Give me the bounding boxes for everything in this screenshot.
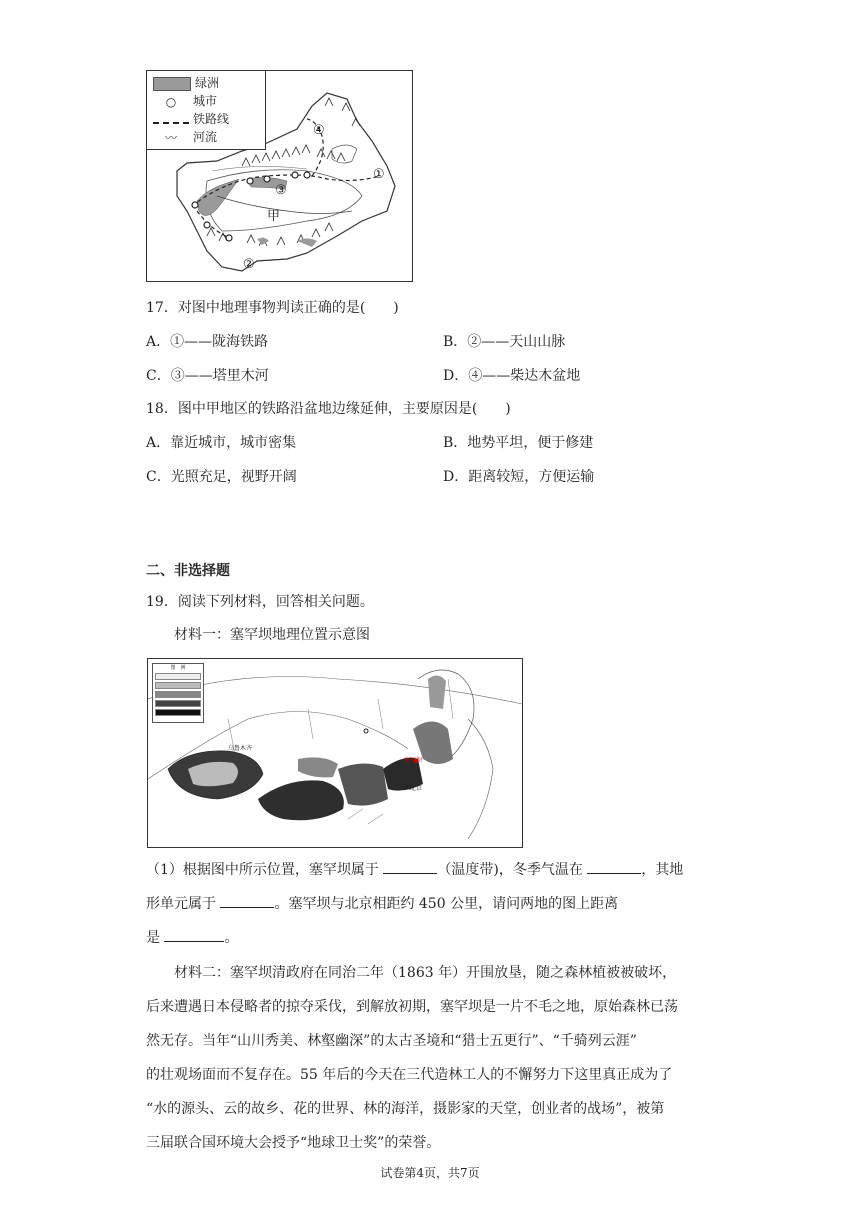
material2-line-4: 的壮观场面而不复存在。55 年后的今天在三代造林工人的不懈努力下这里真正成为了 [146, 1067, 673, 1083]
map2-legend-title: 图 例 [170, 665, 186, 671]
q18-option-c[interactable]: C．光照充足，视野开阔 [146, 469, 297, 485]
material2-line-2: 后来遭遇日本侵略者的掠夺采伐，到解放初期，塞罕坝是一片不毛之地，原始森林已荡 [146, 999, 678, 1015]
q19-sub1-line1 [146, 853, 726, 887]
label-saihanba: 塞罕坝 [404, 757, 423, 764]
sub1-text-6: 是 [146, 930, 165, 946]
q17-option-c[interactable]: C．③——塔里木河 [146, 368, 269, 384]
legend-river: 〰 河流 [164, 130, 218, 145]
q18-option-a[interactable]: A．靠近城市，城市密集 [146, 435, 297, 451]
map-legend [147, 71, 266, 150]
material2-line-6: 三届联合国环境大会授予“地球卫士奖”的荣誉。 [146, 1135, 441, 1151]
legend-swatch-1 [155, 673, 201, 680]
blank-winter-temperature[interactable] [587, 859, 641, 874]
legend-swatch-2 [155, 682, 201, 689]
q18-stem: 18．图中甲地区的铁路沿盆地边缘延伸，主要原因是( ) [146, 401, 511, 417]
sub1-text-7: 。 [224, 930, 239, 946]
section-title: 二、非选择题 [146, 563, 230, 579]
region-jia-label: 甲 [267, 209, 281, 224]
q19-sub1-line2 [146, 887, 618, 921]
legend-swatch-4 [155, 700, 201, 707]
material2-line-3: 然无存。当年“山川秀美、林壑幽深”的太古圣境和“猎士五更行”、“千骑列云涯” [146, 1033, 637, 1049]
legend-railway-label: 铁路线 [193, 112, 230, 126]
q19-stem: 19．阅读下列材料，回答相关问题。 [146, 594, 374, 610]
q17-option-b[interactable]: B．②——天山山脉 [443, 334, 566, 350]
q17-option-a[interactable]: A．①——陇海铁路 [146, 334, 269, 350]
blank-landform-unit[interactable] [220, 893, 274, 908]
blank-temperature-zone[interactable] [383, 859, 437, 874]
marker-1: ① [373, 167, 385, 182]
q17-stem: 17．对图中地理事物判读正确的是( ) [146, 300, 399, 316]
saihanba-map-drawing [148, 659, 522, 847]
legend-swatch-3 [155, 691, 201, 698]
sub1-text-3: ，其地 [641, 862, 684, 878]
xinjiang-map [146, 70, 413, 282]
q18-option-d[interactable]: D．距离较短，方便运输 [443, 469, 595, 485]
marker-3: ③ [275, 183, 287, 198]
legend-city-label: 城市 [193, 94, 218, 108]
material1-title: 材料一：塞罕坝地理位置示意图 [174, 627, 370, 643]
sub1-text-5: 。塞罕坝与北京相距约 450 公里，请问两地的图上距离 [274, 896, 619, 912]
material2-line-1: 材料二：塞罕坝清政府在同治二年（1863 年）开围放垦，随之森林植被被破坏， [174, 965, 677, 981]
sub1-text-1: （1）根据图中所示位置，塞罕坝属于 [146, 862, 384, 878]
legend-railway [153, 111, 229, 127]
q17-option-d[interactable]: D．④——柴达木盆地 [443, 368, 581, 384]
label-urumqi: 乌鲁木齐 [228, 745, 253, 752]
label-beijing: 北京 [410, 785, 423, 792]
sub1-text-2: （温度带)，冬季气温在 [437, 862, 588, 878]
legend-oasis [153, 75, 219, 91]
marker-2: ② [243, 257, 255, 272]
q18-option-b[interactable]: B．地势平坦，便于修建 [443, 435, 594, 451]
legend-oasis-label: 绿洲 [195, 76, 220, 90]
marker-4: ④ [313, 123, 325, 138]
page-footer: 试卷第4页，共7页 [380, 1166, 480, 1180]
saihanba-location-map [147, 658, 523, 848]
legend-river-label: 河流 [193, 130, 218, 144]
q19-sub1-line3 [146, 921, 238, 955]
map2-legend [152, 663, 204, 723]
sub1-text-4: 形单元属于 [146, 896, 221, 912]
legend-swatch-5 [155, 709, 201, 716]
legend-city: ○ 城市 [165, 94, 218, 109]
blank-map-distance[interactable] [164, 927, 224, 942]
material2-line-5: “水的源头、云的故乡、花的世界、林的海洋，摄影家的天堂，创业者的战场”，被第 [146, 1101, 665, 1117]
